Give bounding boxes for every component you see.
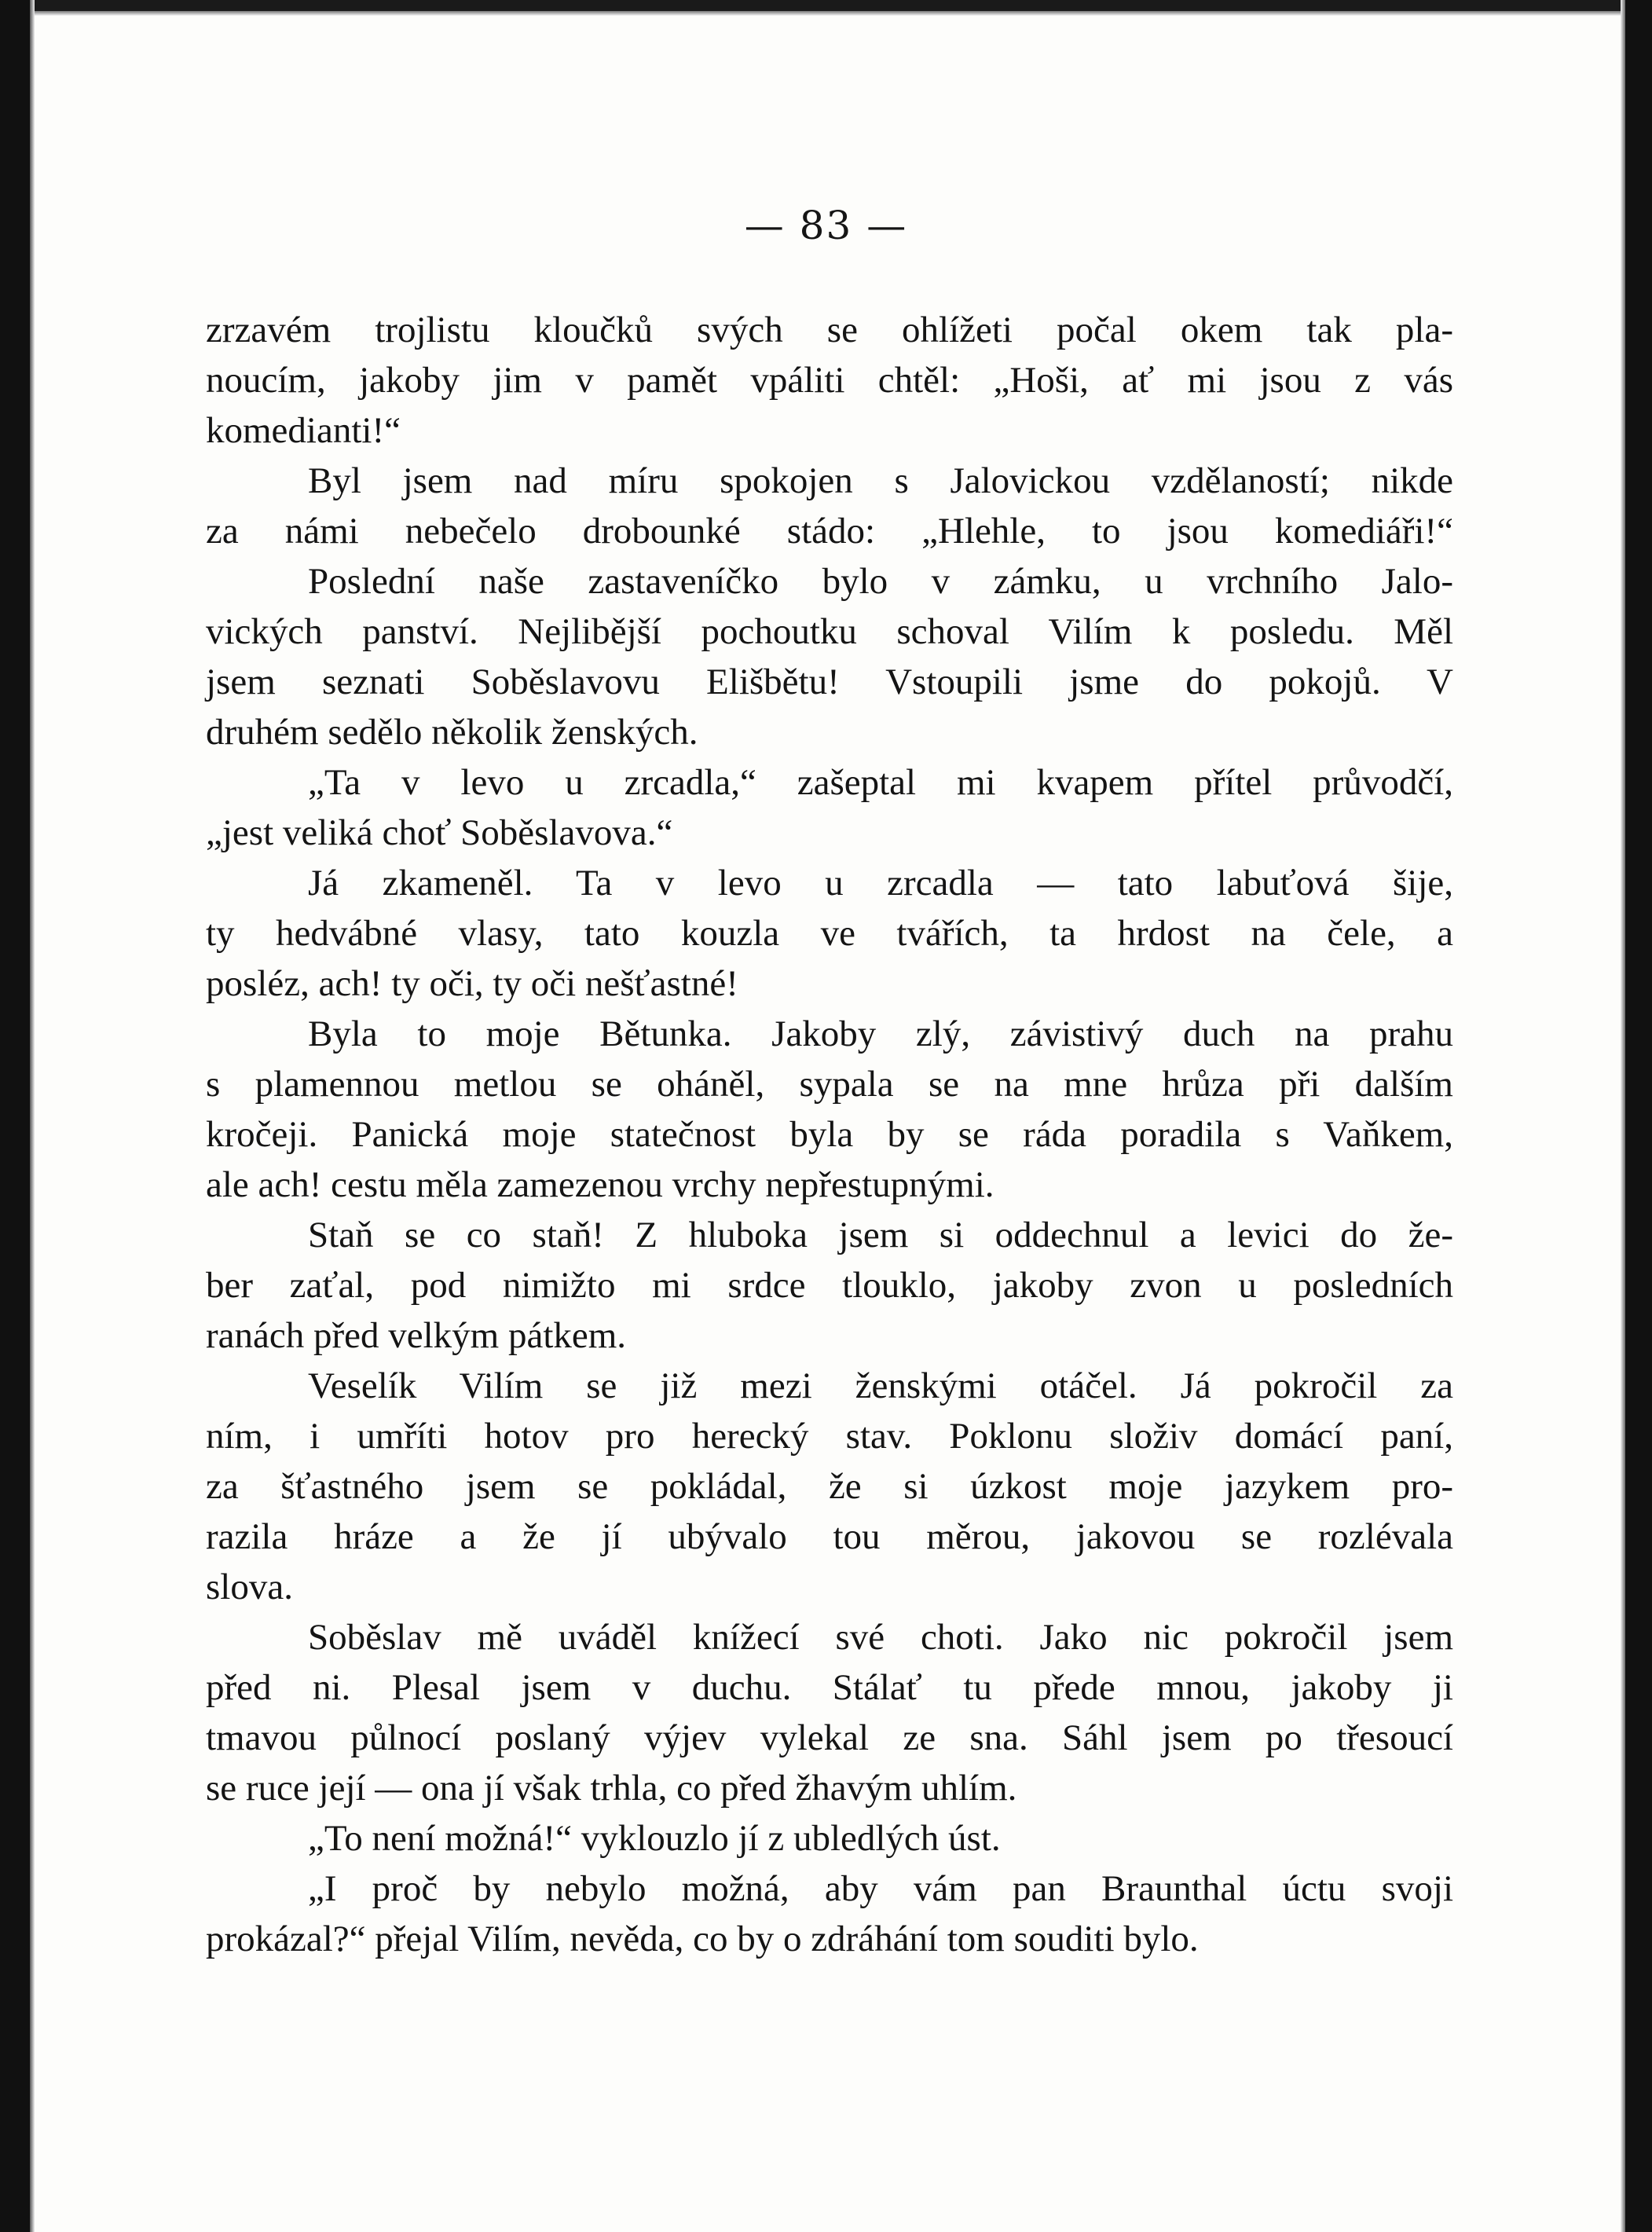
text-line: Byla to moje Bětunka. Jakoby zlý, závistivý duch na prahu xyxy=(308,1013,1453,1054)
text-line: ale ach! cestu měla zamezenou vrchy nepřestupnými. xyxy=(206,1164,994,1205)
text-line: prokázal?“ přejal Vilím, nevěda, co by o zdráhání tom souditi bylo. xyxy=(206,1919,1199,1959)
scan-shadow-left xyxy=(30,0,35,2232)
text-line: tmavou půlnocí poslaný výjev vylekal ze sna. Sáhl jsem po třesoucí xyxy=(206,1717,1453,1758)
text-line: jsem seznati Soběslavovu Elišbětu! Vstoupili jsme do pokojů. V xyxy=(206,662,1453,702)
scan-border-right xyxy=(1625,0,1652,2232)
text-line: „jest veliká choť Soběslavova.“ xyxy=(206,812,673,853)
text-line: vických panství. Nejlibější pochoutku schoval Vilím k posledu. Měl xyxy=(206,611,1453,652)
text-line: ním, i umříti hotov pro herecký stav. Poklonu složiv domácí paní, xyxy=(206,1416,1453,1457)
text-line: Staň se co staň! Z hluboka jsem si oddechnul a levici do že- xyxy=(308,1215,1453,1255)
text-line: slova. xyxy=(206,1567,293,1607)
text-line: za šťastného jsem se pokládal, že si úzkost moje jazykem pro- xyxy=(206,1466,1453,1507)
page-number: — 83 — xyxy=(744,203,908,248)
body-text xyxy=(206,305,1453,1964)
text-line: „To není možná!“ vyklouzlo jí z ubledlých úst. xyxy=(308,1818,1001,1859)
text-line: „Ta v levo u zrcadla,“ zašeptal mi kvapem přítel průvodčí, xyxy=(308,762,1453,803)
scan-shadow-right xyxy=(1621,0,1625,2232)
scan-border-top xyxy=(0,0,1652,11)
text-line: se ruce její — ona jí však trhla, co před žhavým uhlím. xyxy=(206,1768,1017,1809)
text-line: za námi nebečelo drobounké stádo: „Hlehle, to jsou komediáři!“ xyxy=(206,511,1453,552)
scan-border-left xyxy=(0,0,30,2232)
text-line: komedianti!“ xyxy=(206,410,401,451)
text-line: kročeji. Panická moje statečnost byla by se ráda poradila s Vaňkem, xyxy=(206,1114,1453,1155)
text-line: Soběslav mě uváděl knížecí své choti. Jako nic pokročil jsem xyxy=(308,1617,1453,1658)
text-line: ty hedvábné vlasy, tato kouzla ve tvářích, ta hrdost na čele, a xyxy=(206,913,1453,954)
text-line: ranách před velkým pátkem. xyxy=(206,1315,627,1356)
text-line: ber zaťal, pod nimižto mi srdce tlouklo, jakoby zvon u posledních xyxy=(206,1265,1453,1306)
text-line: razila hráze a že jí ubývalo tou měrou, jakovou se rozlévala xyxy=(206,1516,1453,1557)
text-line: zrzavém trojlistu kloučků svých se ohlížeti počal okem tak pla- xyxy=(206,310,1453,350)
scan-shadow-top xyxy=(0,11,1652,16)
text-line: Poslední naše zastaveníčko bylo v zámku, u vrchního Jalo- xyxy=(308,561,1453,602)
text-line: „I proč by nebylo možná, aby vám pan Braunthal úctu svoji xyxy=(308,1868,1453,1909)
text-line: Já zkameněl. Ta v levo u zrcadla — tato labuťová šije, xyxy=(308,863,1453,903)
text-line: Byl jsem nad míru spokojen s Jalovickou vzdělaností; nikde xyxy=(308,460,1453,501)
text-line: posléz, ach! ty oči, ty oči nešťastné! xyxy=(206,963,738,1004)
text-line: s plamennou metlou se oháněl, sypala se na mne hrůza při dalším xyxy=(206,1064,1453,1105)
text-line: noucím, jakoby jim v pamět vpáliti chtěl: „Hoši, ať mi jsou z vás xyxy=(206,360,1453,401)
text-line: druhém sedělo několik ženských. xyxy=(206,712,698,753)
text-line: Veselík Vilím se již mezi ženskými otáčel. Já pokročil za xyxy=(308,1365,1453,1406)
text-line: před ni. Plesal jsem v duchu. Stálať tu přede mnou, jakoby ji xyxy=(206,1667,1453,1708)
